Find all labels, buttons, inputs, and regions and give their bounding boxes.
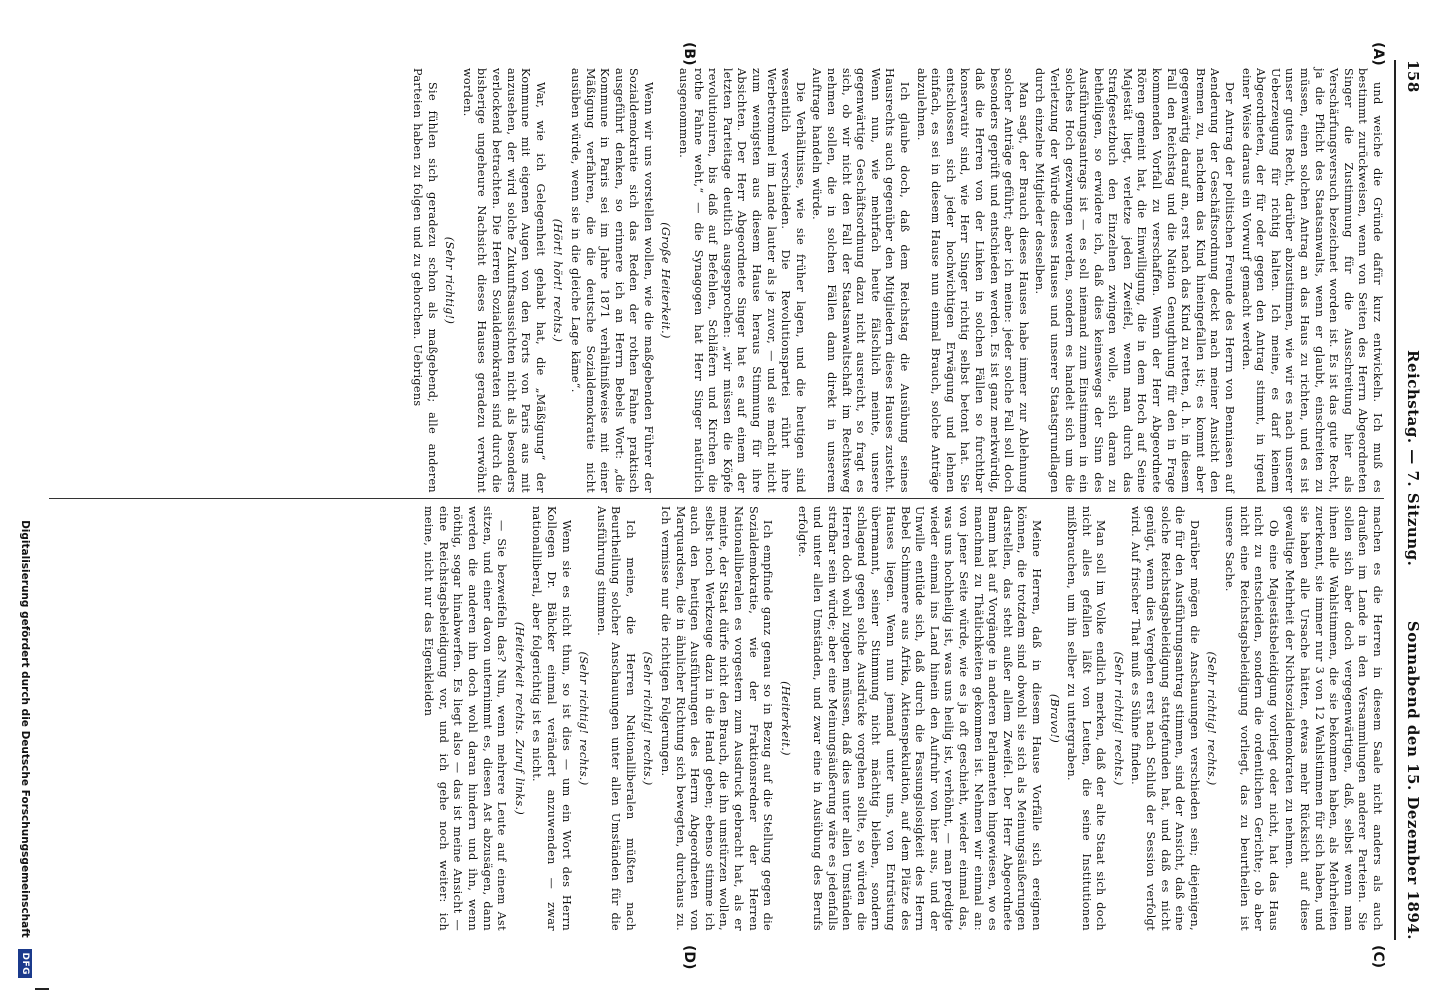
footer-credit: Digitalisierung gefördert durch die Deutsche Forschungsgemeinschaft bbox=[19, 520, 31, 938]
paragraph: Ich meine, die Herren Nationalliberalen müßten nach Beurtheilung solcher Anschauungen unter allen Umständen für die Ausführung stimmen. bbox=[594, 506, 637, 931]
paragraph: und weiche die Gründe dafür kurz entwickeln. Ich muß es bestimmt zurückweisen, wenn von Seiten des Herrn Abgeordneten Singer die Zustimmung für die Ausschreitung hier als Verschärfungsversuch bezeichnet worden ist. Es ist das gute Recht, ja die Pflicht des Staatsanwalts, wenn er glaubt, einschreiten zu müssen, einen solchen Antrag an das Haus zu richten, und es ist unser gutes Recht, darüber abzustimmen, wie wir es nach unserer Ueberzeugung für richtig halten. Ich meine, es darf keinem Abgeordneten, der für oder gegen den Antrag stimmt, in irgend einer Weise daraus ein Vorwurf gemacht werden. bbox=[1239, 68, 1384, 493]
right-column bbox=[419, 506, 1384, 931]
session-date: Sonnabend den 15. Dezember 1894. bbox=[1404, 620, 1422, 940]
paragraph: Die Verhältnisse, wie sie früher lagen, und die heutigen sind wesentlich verschieden. Die Revolutionspartei rührt ihre Werbetrommel im Lande lauter als je zuvor, — und sie macht nicht zum wenigsten aus diesem Hause heraus Stimmung für ihre Absichten. Der Herr Abgeordnete Singer hat es auf einem der letzten Parteitage deutlich ausgesprochen: „wir müssen die Köpfe revolutioniren, bis daß auf Befehlen, Schläfern und Kirchen die rothe Fahne weht,“ — die Synagogen hat Herr Singer natürlich ausgenommen. bbox=[677, 68, 807, 493]
stage-direction: (Heiterkeit rechts. Zuruf links.) bbox=[512, 621, 526, 816]
margin-marker-d: (D) bbox=[681, 945, 697, 970]
stage-direction: (Sehr richtig! rechts.) bbox=[1205, 651, 1219, 786]
stage-direction: (Sehr richtig! rechts.) bbox=[1111, 651, 1125, 786]
stage-direction: (Sehr richtig!) bbox=[443, 236, 457, 325]
paragraph: — Sie bezweifeln das? Nun, wenn mehrere Leute auf einem Ast sitzen, und einer davon unternimmt es, diesen Ast abzusägen, dann werden die anderen ihn doch wohl daran hindern und ihn, wenn nöthig, sogar hinabwerfen. Es liegt also — das ist meine Ansicht — eine Reichstagsbeleidigung vor, und ich gehe noch weiter: ich meine, nicht nur das Eigenkleiden bbox=[422, 506, 509, 931]
margin-marker-a: (A) bbox=[1370, 42, 1386, 66]
paragraph: Ob eine Majestätsbeleidigung vorliegt oder nicht, hat das Haus nicht zu entscheiden, sondern die ordentlichen Gerichte; ob aber nicht eine Reichstagsbeleidigung vorliegt, das zu beurtheilen ist unsere Sache. bbox=[1223, 506, 1280, 931]
paragraph: Wenn sie es nicht thun, so ist dies — um ein Wort des Herrn Kollegen Dr. Bähcker einmal verändert anzuwenden — zwar nationalliberal, aber folgerichtig ist es nicht. bbox=[530, 506, 573, 931]
footer bbox=[8, 0, 32, 1000]
paragraph: War, wie ich Gelegenheit gehabt hat, die „Mäßigung“ der Kommune mit eigenen Augen von den Forts von Paris aus mit anzusehen, der wird solche Zukunftsaussichten nicht als besonders verlockend betrachten. Die Herren Sozialdemokraten sind durch die bisherige ungeheure Nachsicht dieses Hauses geradezu verwöhnt worden. bbox=[460, 68, 547, 493]
stage-direction: (Große Heiterkeit.) bbox=[659, 222, 673, 339]
margin-marker-b: (B) bbox=[681, 42, 697, 66]
paragraph: machen es die Herren in diesem Saale nicht anders als auch draußen im Lande in den Versammlungen anderer Parteien. Sie sollen sich aber doch vergegenwärtigen, daß, selbst wenn man ihnen alle Wahlstimmen, die sie bekommen haben, als Mehrheiten zuerkennt, sie immer nur 3 von 12 Wahlstimmen für sich haben, und sie haben alle Ursache hätten, etwas mehr Rücksicht auf diese gewaltige Mehrheit der Nichtsozialdemokraten zu nehmen. bbox=[1283, 506, 1384, 931]
paragraph: Man sagt, der Brauch dieses Hauses habe immer zur Ablehnung solcher Anträge geführt; aber ich meine: jeder solche Fall soll doch besonders geprüft und entschieden werden. Es ist ganz merkwürdig, daß die Herren von der Linken in solchen Fällen so furchtbar konservativ sind, wie Herr Singer richtig selbst betont hat. Sie entschlossen sich jeder hochwichtigen Erwägung und lehnen einfach, es sei in diesem Hause nun einmal Brauch, solche Anträge abzulehnen. bbox=[914, 68, 1030, 493]
page-number: 158 bbox=[1404, 60, 1422, 93]
paragraph: Der Antrag der politischen Freunde des Herrn von Benniasen auf Aenderung der Geschäftsordnung deckt nach meiner Ansicht den Bremen zu, nachdem das Kind hineingefallen ist; es kommt aber gegenwärtig darauf an, erst nach das Kind zu retten, d. h. in diesem Fall den Reichstag und die Nation Genugthuung für den in Frage kommenden Vorfall zu verschaffen. Wenn der Herr Abgeordnete Rören gemeint hat, die Einwilligung, die in dem Hoch auf Seine Majestät liegt, verletze jeden Zweifel, wenn man durch das Strafgesetzbuch den Einzelnen zwingen wolle, sich daran zu betheiligen, so erwidere ich, daß dies keineswegs der Sinn des Ausführungsantrags ist — es soll niemand zum Einstimmen in ein solches Hoch gezwungen werden, sondern es handelt sich um die Verletzung der Würde dieses Hauses und unserer Staatsgrundlagen durch einzelne Mitglieder desselben. bbox=[1033, 68, 1237, 493]
stage-direction: (Heiterkeit.) bbox=[778, 681, 792, 756]
paragraph: Man soll im Volke endlich merken, daß der alte Staat sich doch nicht alles gefallen läßt von Leuten, die seine Institutionen mißbrauchen, um ihn selber zu untergraben. bbox=[1065, 506, 1108, 931]
paragraph: Ich glaube doch, daß dem Reichstag die Ausübung seines Hausrechts auch gegenüber den Mitgliedern dieses Hauses zusteht. Wenn nun, wie mehrfach heute fälschlich meinte, unsere gegenwärtige Geschäftsordnung dazu nicht ausreicht, so fragt es sich, ob wir nicht den Fall der Staatsanwaltschaft im Rechtsweg nehmen sollen, die in solchen Fällen dann direkt in unserem Auftrage handeln würde. bbox=[810, 68, 911, 493]
stage-direction: (Sehr richtig! rechts.) bbox=[641, 651, 655, 786]
stage-direction: (Hört! hört! rechts.) bbox=[551, 218, 565, 343]
left-column bbox=[407, 68, 1384, 493]
column-divider bbox=[49, 498, 1384, 499]
paragraph: Sie fühlen sich geradezu schon als maßgebend; alle anderen Parteien haben zu folgen und zu gehorchen. Uebrigens bbox=[411, 68, 439, 493]
session-title: Reichstag. — 7. Sitzung. bbox=[1404, 350, 1422, 567]
paragraph: Ich empfinde ganz genau so in Bezug auf die Stellung gegen die Sozialdemokratie, wie der Fraktionsredner der Herren Nationalliberalen es vorgestern zum Ausdruck gebracht hat, als er meinte, der Staat dürfe nicht den Brauch, die ihn umstürzen wollen, selbst noch Werkzeuge dazu in die Hand geben; ebenso stimme ich auch den heutigen Ausführungen des Herrn Abgeordneten von Marquardsen, die in ähnlicher Richtung sich bewegten, durchaus zu. Ich vermisse nur die richtigen Folgerungen. bbox=[659, 506, 775, 931]
paragraph: Darüber mögen die Anschauungen verschieden sein; diejenigen, die für den Ausführungsantrag stimmen, sind der Ansicht, daß eine solche Reichstagsbeleidigung stattgefunden hat, und daß es nicht genügt, wenn dies Vergehen erst nach Schluß der Session verfolgt wird. Auf frischer That muß es Sühne finden. bbox=[1129, 506, 1201, 931]
page-header bbox=[1398, 60, 1424, 940]
stage-direction: (Sehr richtig! rechts.) bbox=[577, 651, 591, 786]
stage-direction: (Bravo!) bbox=[1047, 693, 1061, 744]
dfg-logo: DFG bbox=[18, 949, 32, 978]
header-rule bbox=[1394, 60, 1396, 940]
paragraph: Wenn wir uns vorstellen wollen, wie die maßgebenden Führer der Sozialdemokratie sich das Reden der rothen Fahne praktisch ausgeführt denken, so erinnere ich an Herrn Bebels Wort: „die Kommune in Paris sei im Jahre 1871 verhältnißweise mit einer Mäßigung verfahren, die die deutsche Sozialdemokratie nicht ausüben würde, wenn sie in die gleiche Lage käme“. bbox=[568, 68, 655, 493]
margin-tick bbox=[35, 988, 49, 990]
margin-marker-c: (C) bbox=[1370, 945, 1386, 969]
paragraph: Meine Herren, daß in diesem Hause Vorfälle sich ereignen können, die trotzdem sind obwohl sie sich als Meinungsäußerungen darstellen, das steht außer allem Zweifel. Der Herr Abgeordnete Bamm hat auf Vorgänge in anderen Parlamenten hingewiesen, wo es manchmal zu Thätlichkeiten gekommen ist. Nehmen wir einmal an: von jener Seite würde, wie es ja oft geschieht, wieder einmal das, was uns hochheilig ist, was uns heilig ist, verhöhnt, — man predigte wieder einmal ins Land hinein den Aufruhr von hier aus, und der Unwille entlüde sich, daß durch die Fassungslosigkeit des Herrn Bebel Schimmere aus Afrika, Aktienspekulation, auf dem Plätze des Hauses liegen. Wenn nun jemand unter uns, von Entrüstung übermannt, seiner Stimmung nicht mächtig bleiben, sondern schlagend gegen solche Ausdrücke vorgehen sollte, so würden die Herren doch wohl zugeben müssen, daß dies unter allen Umständen strafbar sein würde; aber eine Meinungsäußerung wäre es jedenfalls und unter allen Umständen, und zwar eine in Ausübung des Berufs erfolgte. bbox=[796, 506, 1043, 931]
